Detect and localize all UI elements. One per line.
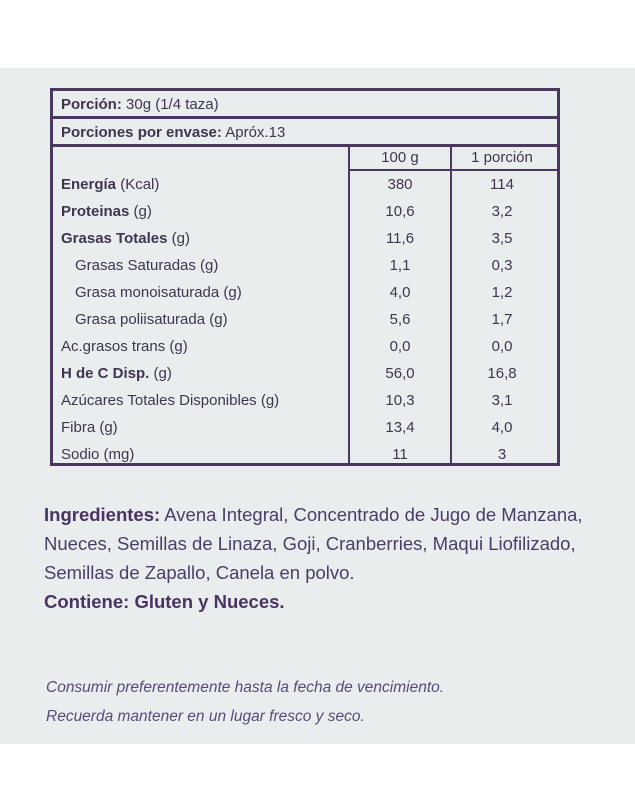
- nutrient-name: Grasas Saturadas (g): [75, 257, 219, 274]
- nutrient-name: Grasa monoisaturada (g): [75, 284, 242, 301]
- allergen-statement: Contiene: Gluten y Nueces.: [44, 591, 285, 612]
- value-per-100g: 11,6: [385, 230, 415, 247]
- nutrient-row: [53, 171, 557, 199]
- column-header-100g: 100 g: [381, 149, 419, 166]
- value-per-portion: 0,3: [491, 257, 513, 274]
- portions-per-container-label: Porciones por envase:: [61, 124, 222, 141]
- nutrient-row: [53, 225, 557, 253]
- value-per-portion: 1,7: [491, 311, 513, 328]
- best-before-note: Consumir preferentemente hasta la fecha de vencimiento.: [46, 679, 445, 696]
- value-per-portion: 16,8: [487, 365, 517, 382]
- nutrient-row: [53, 441, 557, 469]
- value-per-100g: 56,0: [385, 365, 415, 382]
- nutrient-row: [53, 306, 557, 334]
- nutrient-name: Ac.grasos trans (g): [61, 338, 188, 355]
- nutrition-table: [50, 88, 560, 466]
- portion-value: 30g (1/4 taza): [121, 96, 219, 113]
- ingredients-text: Avena Integral, Concentrado de Jugo de Manzana, Nueces, Semillas de Linaza, Goji, Cranberries, Maqui Liofilizado, Semillas de Zapallo, Canela en polvo.: [44, 504, 583, 583]
- nutrient-name: H de C Disp. (g): [61, 365, 172, 382]
- storage-instruction: Recuerda mantener en un lugar fresco y seco.: [46, 708, 365, 725]
- value-per-100g: 380: [387, 176, 413, 193]
- value-per-100g: 10,6: [385, 203, 415, 220]
- value-per-portion: 4,0: [491, 419, 513, 436]
- value-per-100g: 13,4: [385, 419, 415, 436]
- value-per-100g: 10,3: [385, 392, 415, 409]
- value-per-portion: 114: [490, 176, 514, 193]
- nutrient-row: [53, 414, 557, 442]
- nutrient-name: Energía (Kcal): [61, 176, 160, 193]
- value-per-100g: 4,0: [389, 284, 411, 301]
- package-panel: [0, 68, 635, 744]
- nutrient-row: [53, 333, 557, 361]
- nutrient-row: [53, 360, 557, 388]
- nutrient-name: Fibra (g): [61, 419, 118, 436]
- value-per-100g: 0,0: [389, 338, 411, 355]
- nutrient-name: Grasas Totales (g): [61, 230, 190, 247]
- portion-label: Porción:: [61, 96, 122, 113]
- nutrient-row: [53, 198, 557, 226]
- value-per-100g: 11: [392, 446, 408, 463]
- portions-per-container-value: Apróx.13: [221, 124, 286, 141]
- value-per-portion: 3,1: [491, 392, 513, 409]
- value-per-portion: 3,2: [491, 203, 513, 220]
- portion-row: [53, 91, 557, 119]
- nutrient-row: [53, 279, 557, 307]
- nutrient-row: [53, 387, 557, 415]
- column-header-portion: 1 porción: [471, 149, 533, 166]
- ingredients-heading: Ingredientes:: [44, 504, 161, 525]
- portions-per-container-row: [53, 119, 557, 147]
- value-per-100g: 5,6: [389, 311, 411, 328]
- value-per-100g: 1,1: [389, 257, 411, 274]
- nutrient-name: Sodio (mg): [61, 446, 135, 463]
- storage-note: [46, 673, 606, 731]
- value-per-portion: 3: [497, 446, 507, 463]
- value-per-portion: 3,5: [491, 230, 513, 247]
- nutrient-name: Azúcares Totales Disponibles (g): [61, 392, 280, 409]
- nutrient-row: [53, 252, 557, 280]
- nutrient-name: Proteinas (g): [61, 203, 152, 220]
- value-per-portion: 1,2: [491, 284, 513, 301]
- nutrient-name: Grasa poliisaturada (g): [75, 311, 228, 328]
- ingredients-block: [44, 500, 614, 616]
- value-per-portion: 0,0: [491, 338, 513, 355]
